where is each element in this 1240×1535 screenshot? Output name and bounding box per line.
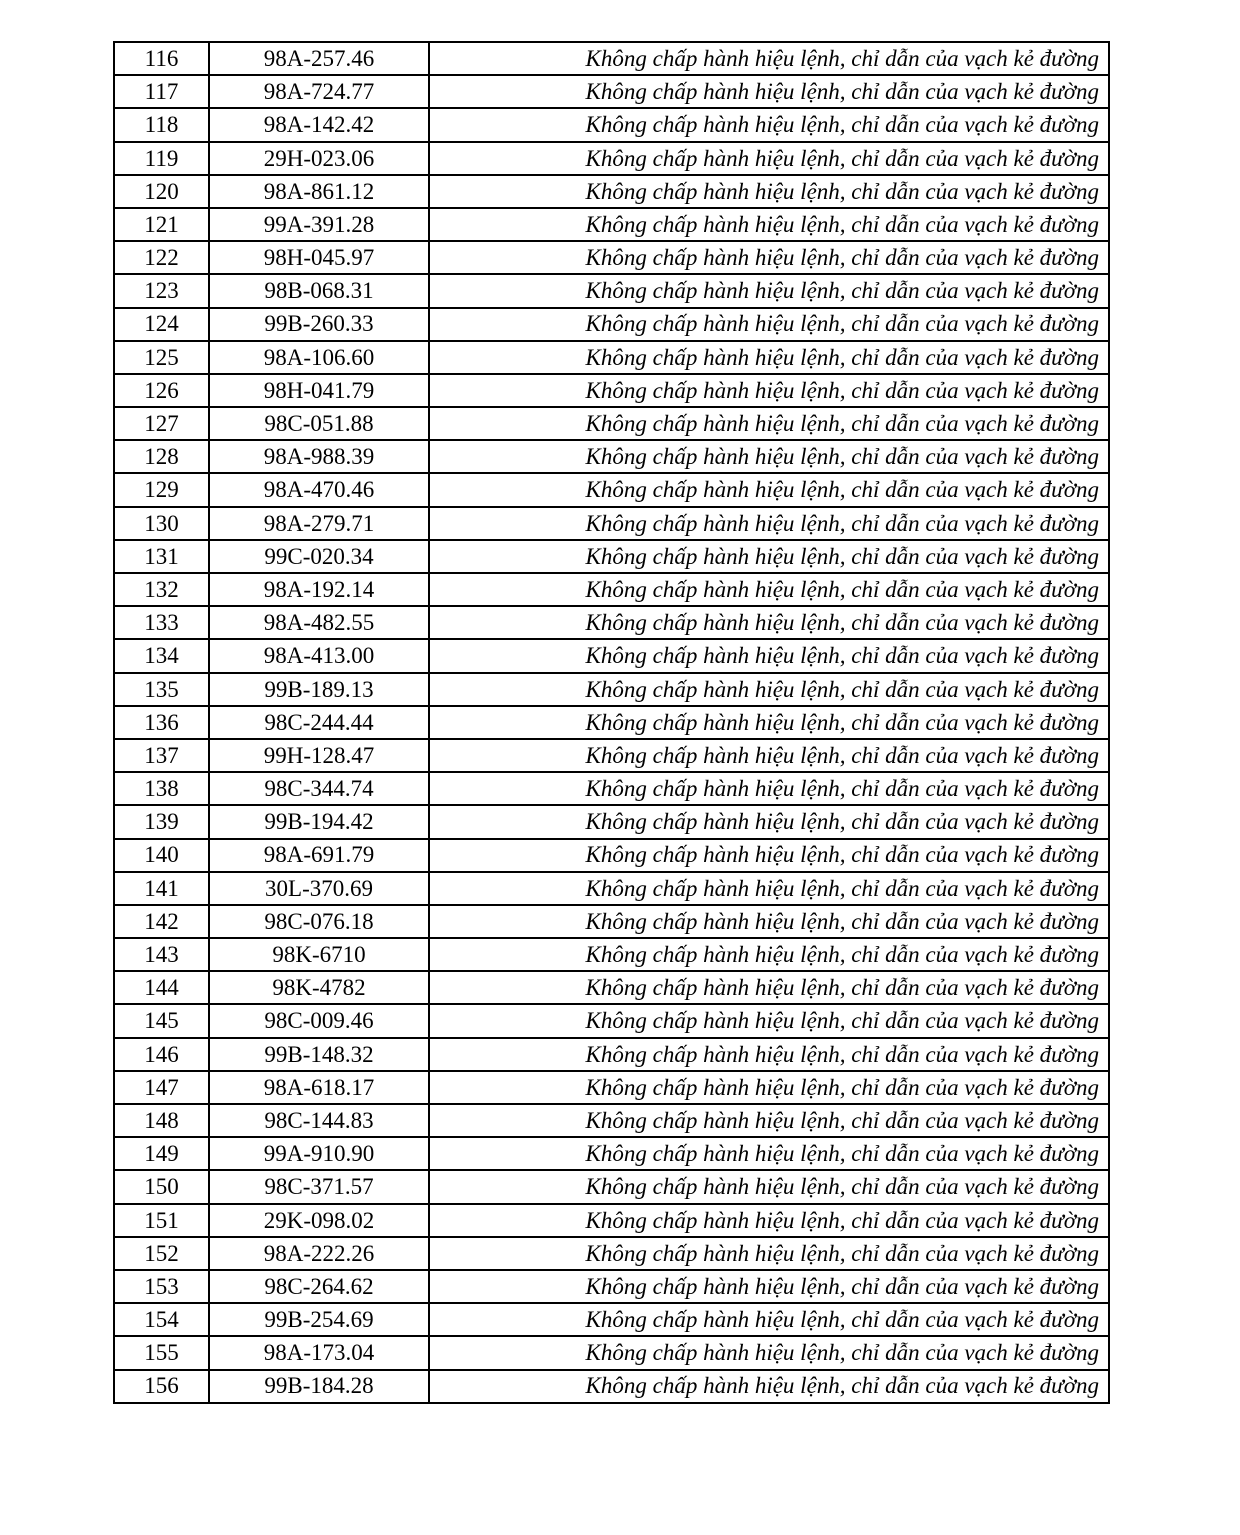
plate-cell: 30L-370.69 [209,872,429,905]
row-number-cell: 140 [114,839,209,872]
violation-cell: Không chấp hành hiệu lệnh, chỉ dẫn của vạch kẻ đường [429,75,1109,108]
violation-cell: Không chấp hành hiệu lệnh, chỉ dẫn của vạch kẻ đường [429,1370,1109,1403]
row-number-cell: 153 [114,1270,209,1303]
row-number-cell: 146 [114,1038,209,1071]
violation-cell: Không chấp hành hiệu lệnh, chỉ dẫn của vạch kẻ đường [429,175,1109,208]
violation-cell: Không chấp hành hiệu lệnh, chỉ dẫn của vạch kẻ đường [429,1137,1109,1170]
plate-cell: 98B-068.31 [209,274,429,307]
violation-cell: Không chấp hành hiệu lệnh, chỉ dẫn của vạch kẻ đường [429,241,1109,274]
violation-cell: Không chấp hành hiệu lệnh, chỉ dẫn của vạch kẻ đường [429,540,1109,573]
table-row [114,1370,1109,1403]
table-row [114,839,1109,872]
plate-cell: 99B-148.32 [209,1038,429,1071]
plate-cell: 98A-618.17 [209,1071,429,1104]
table-row [114,1104,1109,1137]
plate-cell: 98C-051.88 [209,407,429,440]
row-number-cell: 128 [114,440,209,473]
table-row [114,706,1109,739]
table-row [114,1204,1109,1237]
violation-cell: Không chấp hành hiệu lệnh, chỉ dẫn của vạch kẻ đường [429,208,1109,241]
plate-cell: 98C-244.44 [209,706,429,739]
row-number-cell: 136 [114,706,209,739]
plate-cell: 98C-344.74 [209,772,429,805]
row-number-cell: 122 [114,241,209,274]
table-row [114,540,1109,573]
violation-cell: Không chấp hành hiệu lệnh, chỉ dẫn của vạch kẻ đường [429,374,1109,407]
plate-cell: 98K-6710 [209,938,429,971]
table-row [114,1170,1109,1203]
violation-cell: Không chấp hành hiệu lệnh, chỉ dẫn của vạch kẻ đường [429,573,1109,606]
violation-cell: Không chấp hành hiệu lệnh, chỉ dẫn của vạch kẻ đường [429,274,1109,307]
violation-cell: Không chấp hành hiệu lệnh, chỉ dẫn của vạch kẻ đường [429,1004,1109,1037]
row-number-cell: 137 [114,739,209,772]
row-number-cell: 155 [114,1336,209,1369]
row-number-cell: 148 [114,1104,209,1137]
table-row [114,440,1109,473]
plate-cell: 99B-184.28 [209,1370,429,1403]
violation-cell: Không chấp hành hiệu lệnh, chỉ dẫn của vạch kẻ đường [429,971,1109,1004]
table-row [114,241,1109,274]
table-row [114,573,1109,606]
violation-cell: Không chấp hành hiệu lệnh, chỉ dẫn của vạch kẻ đường [429,507,1109,540]
table-row [114,905,1109,938]
violation-cell: Không chấp hành hiệu lệnh, chỉ dẫn của vạch kẻ đường [429,1104,1109,1137]
row-number-cell: 125 [114,341,209,374]
plate-cell: 98A-724.77 [209,75,429,108]
row-number-cell: 120 [114,175,209,208]
violation-cell: Không chấp hành hiệu lệnh, chỉ dẫn của vạch kẻ đường [429,1270,1109,1303]
violation-table [113,41,1110,1404]
violation-cell: Không chấp hành hiệu lệnh, chỉ dẫn của vạch kẻ đường [429,1038,1109,1071]
violation-cell: Không chấp hành hiệu lệnh, chỉ dẫn của vạch kẻ đường [429,606,1109,639]
violation-cell: Không chấp hành hiệu lệnh, chỉ dẫn của vạch kẻ đường [429,407,1109,440]
row-number-cell: 130 [114,507,209,540]
row-number-cell: 141 [114,872,209,905]
violation-cell: Không chấp hành hiệu lệnh, chỉ dẫn của vạch kẻ đường [429,739,1109,772]
row-number-cell: 117 [114,75,209,108]
plate-cell: 99C-020.34 [209,540,429,573]
table-row [114,772,1109,805]
violation-cell: Không chấp hành hiệu lệnh, chỉ dẫn của vạch kẻ đường [429,673,1109,706]
table-row [114,673,1109,706]
violation-cell: Không chấp hành hiệu lệnh, chỉ dẫn của vạch kẻ đường [429,142,1109,175]
plate-cell: 98K-4782 [209,971,429,1004]
row-number-cell: 135 [114,673,209,706]
table-row [114,639,1109,672]
row-number-cell: 116 [114,42,209,75]
violation-cell: Không chấp hành hiệu lệnh, chỉ dẫn của vạch kẻ đường [429,108,1109,141]
table-row [114,1004,1109,1037]
table-row [114,805,1109,838]
row-number-cell: 118 [114,108,209,141]
table-row [114,42,1109,75]
row-number-cell: 132 [114,573,209,606]
plate-cell: 98H-041.79 [209,374,429,407]
table-row [114,142,1109,175]
violation-cell: Không chấp hành hiệu lệnh, chỉ dẫn của vạch kẻ đường [429,905,1109,938]
plate-cell: 98A-142.42 [209,108,429,141]
plate-cell: 98A-192.14 [209,573,429,606]
plate-cell: 98C-264.62 [209,1270,429,1303]
violation-cell: Không chấp hành hiệu lệnh, chỉ dẫn của vạch kẻ đường [429,805,1109,838]
table-row [114,1303,1109,1336]
plate-cell: 29K-098.02 [209,1204,429,1237]
violation-cell: Không chấp hành hiệu lệnh, chỉ dẫn của vạch kẻ đường [429,639,1109,672]
row-number-cell: 119 [114,142,209,175]
table-row [114,971,1109,1004]
plate-cell: 99H-128.47 [209,739,429,772]
table-row [114,175,1109,208]
row-number-cell: 138 [114,772,209,805]
violation-cell: Không chấp hành hiệu lệnh, chỉ dẫn của vạch kẻ đường [429,839,1109,872]
table-row [114,872,1109,905]
violation-cell: Không chấp hành hiệu lệnh, chỉ dẫn của vạch kẻ đường [429,872,1109,905]
table-row [114,274,1109,307]
row-number-cell: 123 [114,274,209,307]
violation-cell: Không chấp hành hiệu lệnh, chỉ dẫn của vạch kẻ đường [429,706,1109,739]
table-row [114,1336,1109,1369]
row-number-cell: 144 [114,971,209,1004]
plate-cell: 98C-009.46 [209,1004,429,1037]
table-row [114,1038,1109,1071]
row-number-cell: 133 [114,606,209,639]
table-row [114,374,1109,407]
plate-cell: 99B-260.33 [209,308,429,341]
table-row [114,938,1109,971]
plate-cell: 98A-173.04 [209,1336,429,1369]
violation-cell: Không chấp hành hiệu lệnh, chỉ dẫn của vạch kẻ đường [429,42,1109,75]
row-number-cell: 134 [114,639,209,672]
violation-cell: Không chấp hành hiệu lệnh, chỉ dẫn của vạch kẻ đường [429,1071,1109,1104]
violation-cell: Không chấp hành hiệu lệnh, chỉ dẫn của vạch kẻ đường [429,341,1109,374]
table-row [114,507,1109,540]
plate-cell: 98C-076.18 [209,905,429,938]
violation-cell: Không chấp hành hiệu lệnh, chỉ dẫn của vạch kẻ đường [429,1237,1109,1270]
row-number-cell: 156 [114,1370,209,1403]
plate-cell: 99B-194.42 [209,805,429,838]
violation-cell: Không chấp hành hiệu lệnh, chỉ dẫn của vạch kẻ đường [429,1170,1109,1203]
table-row [114,1071,1109,1104]
row-number-cell: 127 [114,407,209,440]
row-number-cell: 121 [114,208,209,241]
plate-cell: 98A-413.00 [209,639,429,672]
row-number-cell: 143 [114,938,209,971]
row-number-cell: 126 [114,374,209,407]
table-row [114,1270,1109,1303]
plate-cell: 99A-391.28 [209,208,429,241]
plate-cell: 98A-279.71 [209,507,429,540]
violation-cell: Không chấp hành hiệu lệnh, chỉ dẫn của vạch kẻ đường [429,1303,1109,1336]
violation-cell: Không chấp hành hiệu lệnh, chỉ dẫn của vạch kẻ đường [429,938,1109,971]
row-number-cell: 129 [114,473,209,506]
table-row [114,341,1109,374]
table-row [114,606,1109,639]
plate-cell: 98H-045.97 [209,241,429,274]
table-row [114,208,1109,241]
plate-cell: 99B-189.13 [209,673,429,706]
row-number-cell: 124 [114,308,209,341]
row-number-cell: 152 [114,1237,209,1270]
table-row [114,108,1109,141]
plate-cell: 98A-470.46 [209,473,429,506]
row-number-cell: 147 [114,1071,209,1104]
violation-cell: Không chấp hành hiệu lệnh, chỉ dẫn của vạch kẻ đường [429,308,1109,341]
row-number-cell: 142 [114,905,209,938]
row-number-cell: 150 [114,1170,209,1203]
plate-cell: 98A-861.12 [209,175,429,208]
table-row [114,1237,1109,1270]
row-number-cell: 154 [114,1303,209,1336]
table-row [114,473,1109,506]
violation-cell: Không chấp hành hiệu lệnh, chỉ dẫn của vạch kẻ đường [429,473,1109,506]
plate-cell: 98A-257.46 [209,42,429,75]
plate-cell: 98C-144.83 [209,1104,429,1137]
violation-cell: Không chấp hành hiệu lệnh, chỉ dẫn của vạch kẻ đường [429,440,1109,473]
table-row [114,75,1109,108]
row-number-cell: 131 [114,540,209,573]
plate-cell: 98A-988.39 [209,440,429,473]
table-row [114,407,1109,440]
plate-cell: 99B-254.69 [209,1303,429,1336]
plate-cell: 98A-482.55 [209,606,429,639]
row-number-cell: 145 [114,1004,209,1037]
plate-cell: 98A-106.60 [209,341,429,374]
row-number-cell: 151 [114,1204,209,1237]
plate-cell: 29H-023.06 [209,142,429,175]
row-number-cell: 139 [114,805,209,838]
plate-cell: 98A-691.79 [209,839,429,872]
table-row [114,1137,1109,1170]
violation-table-body [114,42,1109,1403]
table-row [114,308,1109,341]
table-row [114,739,1109,772]
plate-cell: 98C-371.57 [209,1170,429,1203]
plate-cell: 98A-222.26 [209,1237,429,1270]
row-number-cell: 149 [114,1137,209,1170]
violation-cell: Không chấp hành hiệu lệnh, chỉ dẫn của vạch kẻ đường [429,1204,1109,1237]
violation-cell: Không chấp hành hiệu lệnh, chỉ dẫn của vạch kẻ đường [429,772,1109,805]
plate-cell: 99A-910.90 [209,1137,429,1170]
violation-cell: Không chấp hành hiệu lệnh, chỉ dẫn của vạch kẻ đường [429,1336,1109,1369]
